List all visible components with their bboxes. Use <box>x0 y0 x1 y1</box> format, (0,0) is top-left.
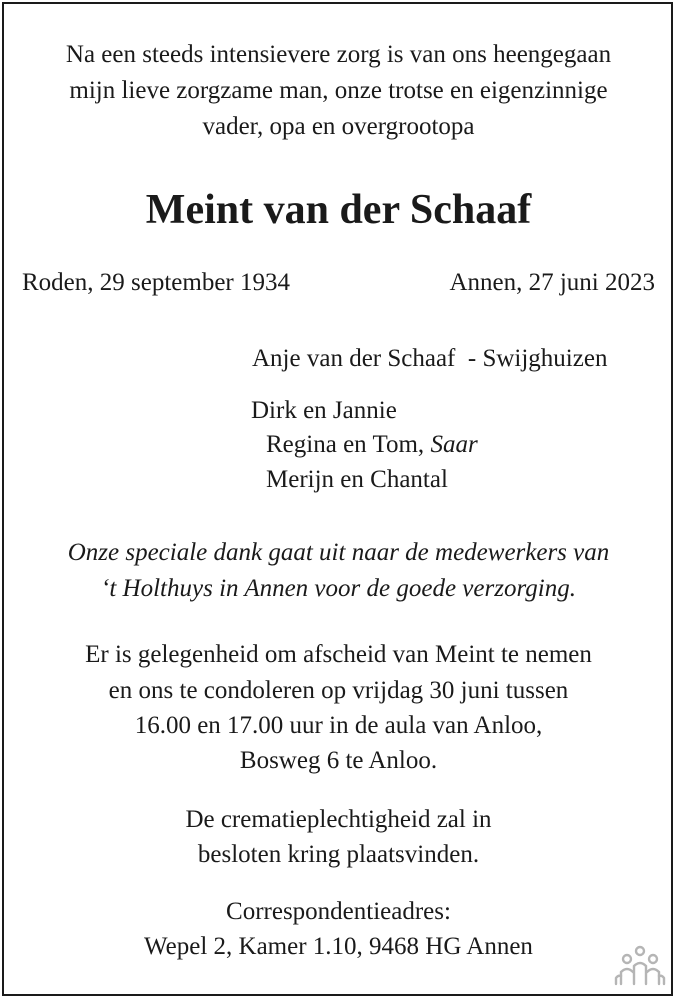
thanks-line-1: Onze speciale dank gaat uit naar de medewerkers van <box>67 539 610 566</box>
cremation-line-1: De crematieplechtigheid zal in <box>185 806 492 833</box>
child-couple: Dirk en Jannie <box>251 397 397 424</box>
intro-line-1: Na een steeds intensievere zorg is van ons heengegaan <box>65 41 612 68</box>
grandchild-couple-2: Merijn en Chantal <box>266 466 448 493</box>
farewell-line-2: en ons te condoleren op vrijdag 30 juni tussen <box>108 677 569 704</box>
spouse-name: Anje van der Schaaf - Swijghuizen <box>252 345 608 372</box>
cremation-line-2: besloten kring plaatsvinden. <box>197 841 480 868</box>
thanks-line-2: ‘t Holthuys in Annen voor de goede verzorging. <box>101 575 576 602</box>
correspondence-label: Correspondentieadres: <box>226 898 451 925</box>
grandchild-couple-1-names: Regina en Tom, <box>266 431 431 458</box>
farewell-line-3: 16.00 en 17.00 uur in de aula van Anloo, <box>134 712 543 739</box>
farewell-line-4: Bosweg 6 te Anloo. <box>239 747 438 774</box>
death-place-date: Annen, 27 juni 2023 <box>449 269 655 296</box>
intro-line-2: mijn lieve zorgzame man, onze trotse en eigenzinnige <box>69 77 608 104</box>
great-grandchild-name: Saar <box>430 431 478 458</box>
farewell-line-1: Er is gelegenheid om afscheid van Meint te nemen <box>85 641 592 668</box>
birth-place-date: Roden, 29 september 1934 <box>22 269 291 296</box>
correspondence-address: Wepel 2, Kamer 1.10, 9468 HG Annen <box>144 933 533 960</box>
people-group-icon <box>614 944 666 988</box>
intro-line-3: vader, opa en overgrootopa <box>202 113 475 140</box>
deceased-name: Meint van der Schaaf <box>145 187 532 233</box>
grandchild-couple-1 <box>266 430 478 460</box>
